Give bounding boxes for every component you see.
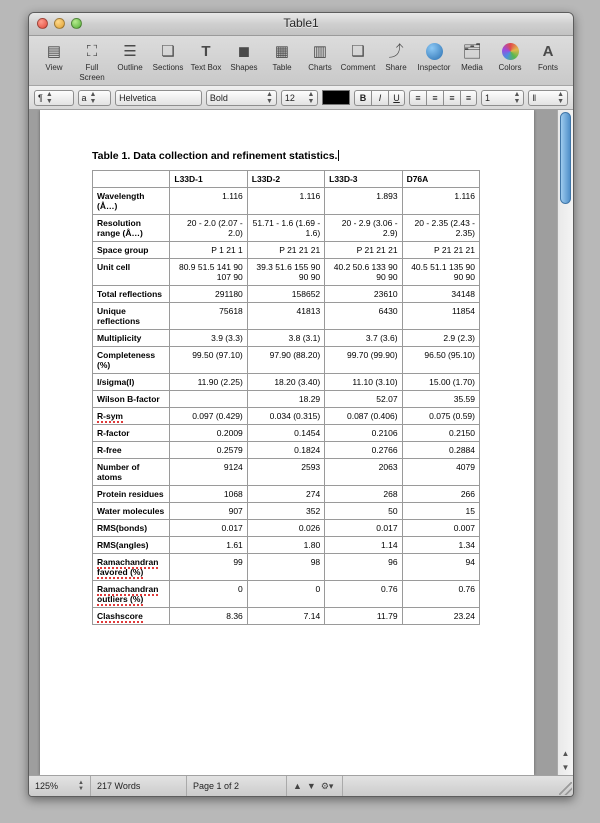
table-row [93, 442, 480, 459]
table-cell: 2593 [247, 459, 324, 486]
table-cell: 1.14 [325, 537, 402, 554]
table-cell: 1.34 [402, 537, 479, 554]
table-cell: P 1 21 1 [170, 242, 247, 259]
table-cell: P 21 21 21 [247, 242, 324, 259]
charts-icon: ▥ [312, 43, 328, 60]
toolbar-view-label: View [45, 63, 63, 72]
table-cell: 34148 [402, 286, 479, 303]
font-size-popup[interactable] [281, 90, 319, 106]
row-label: I/sigma(I) [93, 374, 170, 391]
text-color-swatch[interactable] [322, 90, 350, 105]
table-cell: 23.24 [402, 608, 479, 625]
row-label: R-free [93, 442, 170, 459]
toolbar-media[interactable] [453, 39, 491, 73]
toolbar-inspector-label: Inspector [417, 63, 451, 72]
table-body [93, 188, 480, 625]
table-cell: 23610 [325, 286, 402, 303]
table-cell: 266 [402, 486, 479, 503]
table-cell: 0.026 [247, 520, 324, 537]
table-cell: 20 - 2.0 (2.07 - 2.0) [170, 215, 247, 242]
table-cell: 268 [325, 486, 402, 503]
toolbar-full-screen[interactable] [73, 39, 111, 83]
chevron-updown-icon-3: ▲ ▼ [265, 90, 273, 105]
row-label: RMS(angles) [93, 537, 170, 554]
text-caret [338, 150, 339, 161]
resize-grip[interactable] [559, 782, 572, 795]
line-spacing-popup[interactable] [481, 90, 524, 106]
document-canvas[interactable] [29, 110, 573, 775]
table-row [93, 459, 480, 486]
table-cell: 1068 [170, 486, 247, 503]
table-cell: 3.8 (3.1) [247, 330, 324, 347]
row-label: Total reflections [93, 286, 170, 303]
chevron-updown-icon-6: ▲ ▼ [557, 90, 564, 105]
table-cell: 0.087 (0.406) [325, 408, 402, 425]
table-cell: 20 - 2.35 (2.43 - 2.35) [402, 215, 479, 242]
textbox-icon: T [201, 43, 211, 60]
row-label: Multiplicity [93, 330, 170, 347]
table-cell: 907 [170, 503, 247, 520]
table-row [93, 259, 480, 286]
row-label [93, 408, 170, 425]
row-label: R-factor [93, 425, 170, 442]
paragraph-style-value: ¶ [38, 92, 43, 103]
row-label [93, 608, 170, 625]
table-cell: 39.3 51.6 155 90 90 90 [247, 259, 324, 286]
table-row [93, 347, 480, 374]
page-settings-icon[interactable]: ⚙▾ [320, 780, 334, 791]
toolbar-share[interactable] [377, 39, 415, 73]
toolbar-colors[interactable] [491, 39, 529, 73]
table-cell: 11854 [402, 303, 479, 330]
font-family-value: Helvetica [119, 92, 157, 103]
table-cell: 0.2106 [325, 425, 402, 442]
row-label: Completeness (%) [93, 347, 170, 374]
table-row [93, 408, 480, 425]
table-header [93, 171, 480, 188]
toolbar-inspector[interactable] [415, 39, 453, 73]
toolbar-comment-label: Comment [340, 63, 376, 72]
table-cell: 98 [247, 554, 324, 581]
table-cell: 0.097 (0.429) [170, 408, 247, 425]
table-cell: 158652 [247, 286, 324, 303]
header-cell-blank [93, 171, 170, 188]
spellcheck-underline: Ramachandran outliers (%) [97, 584, 159, 604]
toolbar-text-box-label: Text Box [190, 63, 222, 72]
table-row [93, 608, 480, 625]
table-cell: 40.2 50.6 133 90 90 90 [325, 259, 402, 286]
line-spacing-value: 1 [485, 92, 491, 103]
table-row [93, 486, 480, 503]
table-row [93, 581, 480, 608]
share-icon: ⤴ [388, 43, 404, 60]
table-cell: 274 [247, 486, 324, 503]
toolbar-shapes[interactable] [225, 39, 263, 73]
media-icon: 🗂 [462, 43, 482, 60]
table-cell: 15.00 (1.70) [402, 374, 479, 391]
scroll-up-icon[interactable]: ▲ [561, 749, 570, 758]
table-row [93, 242, 480, 259]
paragraph-style-popup[interactable] [34, 90, 74, 106]
toolbar-text-box[interactable] [187, 39, 225, 73]
table-cell: 50 [325, 503, 402, 520]
table-caption [92, 150, 339, 162]
columns-popup[interactable] [528, 90, 568, 106]
page-nav[interactable] [287, 776, 343, 796]
format-bar [29, 86, 573, 110]
table-row [93, 303, 480, 330]
toolbar-sections[interactable] [149, 39, 187, 73]
toolbar-charts[interactable] [301, 39, 339, 73]
table-cell: 0.017 [170, 520, 247, 537]
toolbar-sections-label: Sections [152, 63, 184, 72]
table-row [93, 520, 480, 537]
table-cell: 0.76 [402, 581, 479, 608]
table-cell: 99 [170, 554, 247, 581]
italic-button[interactable]: I [371, 90, 388, 106]
table-icon: ▦ [274, 43, 290, 60]
table-cell: 94 [402, 554, 479, 581]
table-cell: 0 [170, 581, 247, 608]
vertical-scrollbar[interactable] [557, 110, 573, 775]
chevron-updown-icon-4: ▲ ▼ [307, 90, 315, 105]
table-cell: 96 [325, 554, 402, 581]
fonts-icon: A [542, 43, 554, 60]
columns-value: ‖ [532, 92, 537, 103]
spellcheck-underline: Ramachandran favored (%) [97, 557, 159, 577]
table-cell: 99.70 (99.90) [325, 347, 402, 374]
prev-page-icon[interactable]: ▲ [293, 781, 302, 791]
toolbar-table-label: Table [272, 63, 292, 72]
table-cell: 3.9 (3.3) [170, 330, 247, 347]
align-left-button[interactable]: ≡ [409, 90, 426, 106]
toolbar-comment[interactable] [339, 39, 377, 73]
table-cell: 20 - 2.9 (3.06 - 2.9) [325, 215, 402, 242]
status-bar [29, 775, 573, 796]
table-row [93, 374, 480, 391]
table-cell: 4079 [402, 459, 479, 486]
table-cell: 0.034 (0.315) [247, 408, 324, 425]
table-cell: 18.20 (3.40) [247, 374, 324, 391]
table-cell: 0.075 (0.59) [402, 408, 479, 425]
table-cell: 41813 [247, 303, 324, 330]
row-label: Resolution range (Å…) [93, 215, 170, 242]
row-label [93, 581, 170, 608]
font-style-value: Bold [209, 92, 228, 103]
toolbar-table[interactable] [263, 39, 301, 73]
spellcheck-underline: Clashscore [97, 611, 143, 621]
table-row [93, 425, 480, 442]
row-label: Water molecules [93, 503, 170, 520]
table-cell: 52.07 [325, 391, 402, 408]
table-cell: 2063 [325, 459, 402, 486]
header-cell-l33d-2: L33D-2 [247, 171, 324, 188]
table-cell: 99.50 (97.10) [170, 347, 247, 374]
toolbar-view[interactable] [35, 39, 73, 73]
table-cell: 1.116 [402, 188, 479, 215]
toolbar-colors-label: Colors [498, 63, 522, 72]
page-indicator: Page 1 of 2 [187, 776, 287, 796]
statistics-table[interactable] [92, 170, 480, 625]
align-right-button[interactable]: ≡ [443, 90, 460, 106]
table-cell: 96.50 (95.10) [402, 347, 479, 374]
row-label: Unit cell [93, 259, 170, 286]
table-cell: 0.2150 [402, 425, 479, 442]
alignment-group [409, 90, 477, 106]
table-cell: 80.9 51.5 141 90 107 90 [170, 259, 247, 286]
font-style-popup[interactable] [206, 90, 277, 106]
table-cell: 0.2884 [402, 442, 479, 459]
table-cell: 7.14 [247, 608, 324, 625]
list-style-popup[interactable] [78, 90, 112, 106]
chevron-updown-icon-2: ▲ ▼ [89, 90, 97, 105]
underline-button[interactable]: U [388, 90, 405, 106]
table-cell: 9124 [170, 459, 247, 486]
row-label: RMS(bonds) [93, 520, 170, 537]
table-cell: 97.90 (88.20) [247, 347, 324, 374]
fullscreen-icon: ⛶ [86, 43, 98, 60]
table-cell: 1.116 [170, 188, 247, 215]
table-cell: 3.7 (3.6) [325, 330, 402, 347]
table-cell: 11.10 (3.10) [325, 374, 402, 391]
table-row [93, 188, 480, 215]
table-row [93, 537, 480, 554]
table-cell: P 21 21 21 [325, 242, 402, 259]
sections-icon: ❏ [161, 43, 175, 60]
toolbar-fonts[interactable] [529, 39, 567, 73]
table-cell: 1.61 [170, 537, 247, 554]
header-cell-l33d-1: L33D-1 [170, 171, 247, 188]
window-title: Table1 [283, 16, 319, 30]
chevron-updown-icon-zoom: ▲ ▼ [78, 780, 84, 792]
font-family-popup[interactable] [115, 90, 202, 106]
table-caption-text: Table 1. Data collection and refinement statistics. [92, 150, 338, 162]
table-row [93, 286, 480, 303]
table-row [93, 391, 480, 408]
table-cell: 1.893 [325, 188, 402, 215]
table-row [93, 330, 480, 347]
table-cell: 11.79 [325, 608, 402, 625]
scroll-down-icon[interactable]: ▼ [561, 763, 570, 772]
table-cell: 0.1824 [247, 442, 324, 459]
table-cell: 75618 [170, 303, 247, 330]
header-cell-d76a: D76A [402, 171, 479, 188]
word-count: 217 Words [91, 776, 187, 796]
table-cell: 15 [402, 503, 479, 520]
table-cell: 0.76 [325, 581, 402, 608]
table-cell: 0.017 [325, 520, 402, 537]
toolbar-media-label: Media [461, 63, 483, 72]
table-cell: 1.80 [247, 537, 324, 554]
table-cell: 2.9 (2.3) [402, 330, 479, 347]
outline-icon: ☰ [123, 43, 137, 60]
table-cell: 291180 [170, 286, 247, 303]
table-cell: 11.90 (2.25) [170, 374, 247, 391]
row-label: Number of atoms [93, 459, 170, 486]
table-header-row [93, 171, 480, 188]
table-cell [170, 391, 247, 408]
table-cell: 0 [247, 581, 324, 608]
font-size-value: 12 [284, 92, 295, 103]
view-icon: ▤ [46, 43, 62, 60]
toolbar-outline[interactable] [111, 39, 149, 73]
table-cell: 35.59 [402, 391, 479, 408]
toolbar-shapes-label: Shapes [230, 63, 258, 72]
toolbar-charts-label: Charts [308, 63, 332, 72]
row-label: Wilson B-factor [93, 391, 170, 408]
table-cell: 8.36 [170, 608, 247, 625]
table-cell: 6430 [325, 303, 402, 330]
chevron-updown-icon: ▲ ▼ [45, 90, 53, 105]
inspector-icon [415, 41, 453, 63]
colors-icon [491, 41, 529, 63]
row-label: Space group [93, 242, 170, 259]
toolbar-outline-label: Outline [117, 63, 143, 72]
next-page-icon[interactable]: ▼ [306, 781, 316, 791]
toolbar-share-label: Share [385, 63, 407, 72]
table-row [93, 503, 480, 520]
spellcheck-underline: R-sym [97, 411, 123, 421]
toolbar-fonts-label: Fonts [537, 63, 558, 72]
row-label [93, 554, 170, 581]
table-cell: 18.29 [247, 391, 324, 408]
align-justify-button[interactable]: ≡ [460, 90, 477, 106]
document-window [28, 12, 574, 797]
table-cell: 352 [247, 503, 324, 520]
table-row [93, 215, 480, 242]
text-style-group [354, 90, 405, 106]
table-cell: 0.2009 [170, 425, 247, 442]
chevron-updown-icon-5: ▲ ▼ [513, 90, 521, 105]
table-cell: 0.2766 [325, 442, 402, 459]
page-1[interactable] [40, 110, 534, 775]
status-spacer [343, 776, 573, 796]
title-bar[interactable] [29, 13, 573, 36]
table-cell: 0.2579 [170, 442, 247, 459]
bold-button[interactable]: B [354, 90, 371, 106]
shapes-icon: ◼ [237, 43, 251, 60]
row-label: Wavelength (Å…) [93, 188, 170, 215]
vertical-scrollbar-thumb[interactable] [560, 112, 571, 204]
comment-icon: ❑ [351, 43, 365, 60]
main-toolbar [29, 36, 573, 86]
zoom-control[interactable] [29, 776, 91, 796]
zoom-value: 125% [35, 781, 59, 791]
header-cell-l33d-3: L33D-3 [325, 171, 402, 188]
table-cell: 40.5 51.1 135 90 90 90 [402, 259, 479, 286]
scroll-arrows[interactable] [558, 747, 573, 775]
align-center-button[interactable]: ≡ [426, 90, 443, 106]
table-row [93, 554, 480, 581]
table-cell: 0.1454 [247, 425, 324, 442]
toolbar-full-screen-label: Full Screen [79, 63, 105, 82]
table-cell: 0.007 [402, 520, 479, 537]
table-cell: 1.116 [247, 188, 324, 215]
table-cell: 51.71 - 1.6 (1.69 - 1.6) [247, 215, 324, 242]
row-label: Protein residues [93, 486, 170, 503]
row-label: Unique reflections [93, 303, 170, 330]
list-style-value: a [81, 92, 87, 103]
table-cell: P 21 21 21 [402, 242, 479, 259]
